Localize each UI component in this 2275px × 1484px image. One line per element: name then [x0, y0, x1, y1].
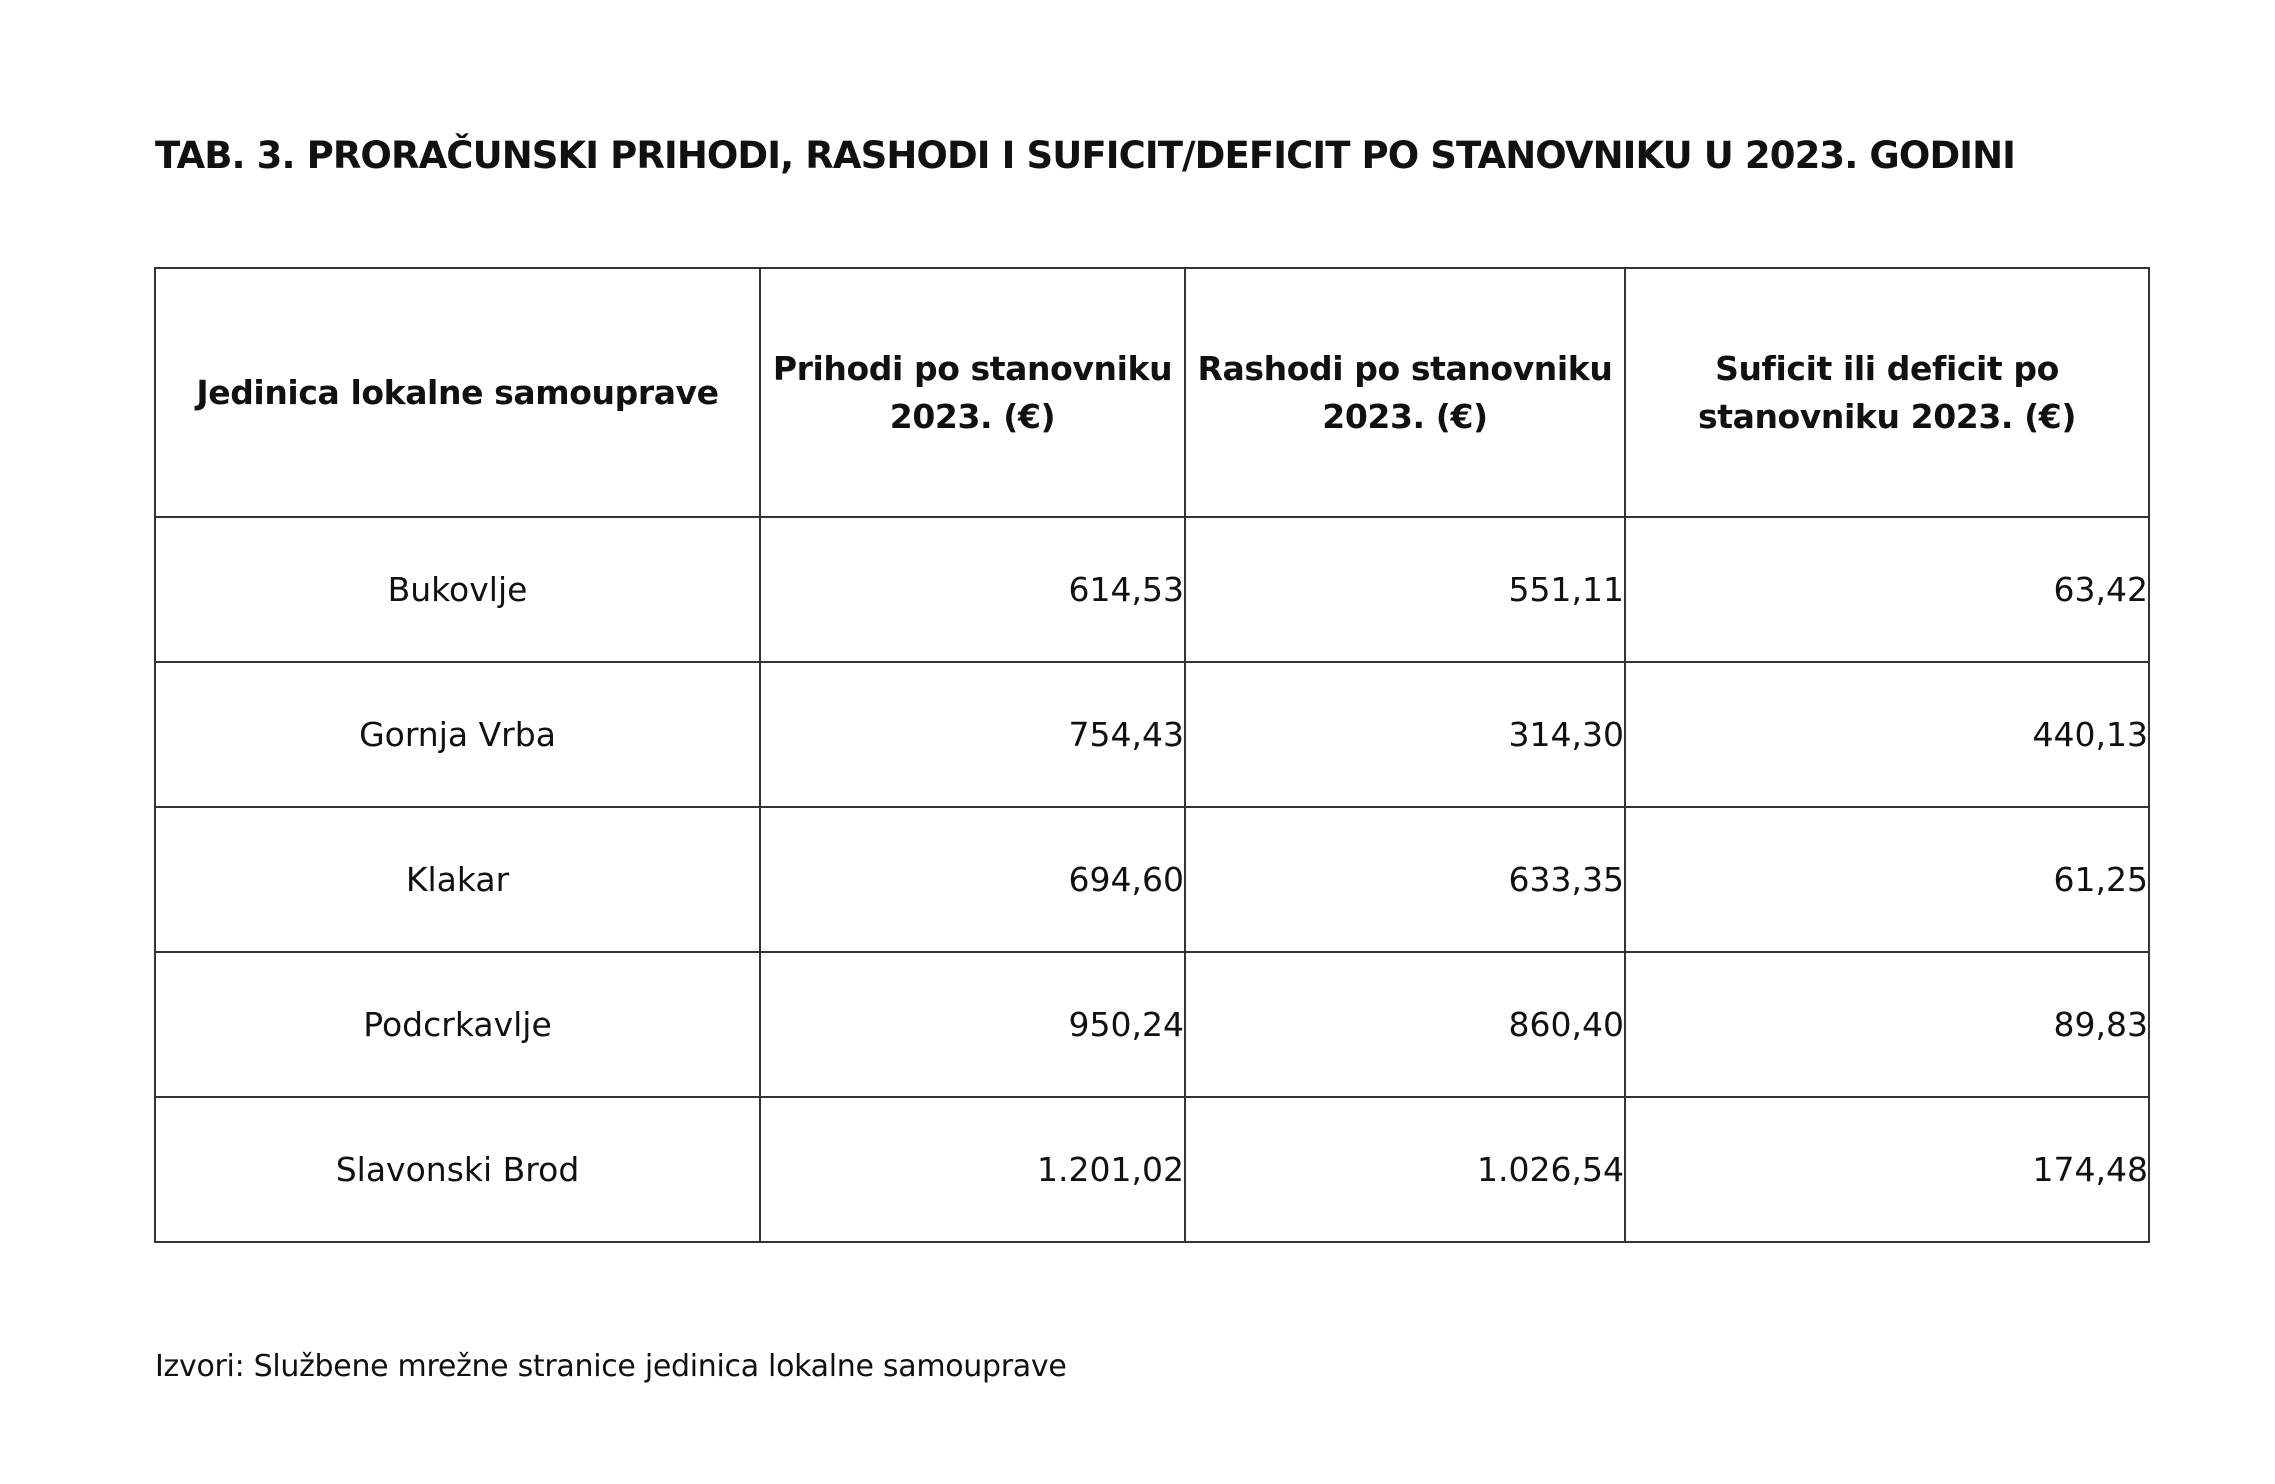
- municipality-cell: Gornja Vrba: [155, 662, 760, 807]
- header-surplus-deficit: Suficit ili deficit po stanovniku 2023. (€): [1625, 268, 2149, 517]
- table-body: [155, 517, 2149, 1242]
- table-title: TAB. 3. PRORAČUNSKI PRIHODI, RASHODI I SUFICIT/DEFICIT PO STANOVNIKU U 2023. GODINI: [155, 134, 2016, 177]
- surplus-deficit-cell: 61,25: [1625, 807, 2149, 952]
- header-municipality: Jedinica lokalne samouprave: [155, 268, 760, 517]
- table-row: [155, 807, 2149, 952]
- municipality-cell: Slavonski Brod: [155, 1097, 760, 1242]
- expenditure-cell: 314,30: [1185, 662, 1625, 807]
- surplus-deficit-cell: 174,48: [1625, 1097, 2149, 1242]
- header-revenue: Prihodi po stanovniku 2023. (€): [760, 268, 1185, 517]
- table-row: [155, 662, 2149, 807]
- surplus-deficit-cell: 89,83: [1625, 952, 2149, 1097]
- expenditure-cell: 1.026,54: [1185, 1097, 1625, 1242]
- surplus-deficit-cell: 63,42: [1625, 517, 2149, 662]
- municipality-cell: Klakar: [155, 807, 760, 952]
- revenue-cell: 614,53: [760, 517, 1185, 662]
- revenue-cell: 950,24: [760, 952, 1185, 1097]
- header-expenditure: Rashodi po stanovniku 2023. (€): [1185, 268, 1625, 517]
- surplus-deficit-cell: 440,13: [1625, 662, 2149, 807]
- revenue-cell: 694,60: [760, 807, 1185, 952]
- expenditure-cell: 633,35: [1185, 807, 1625, 952]
- table-row: [155, 952, 2149, 1097]
- table-header: [155, 268, 2149, 517]
- revenue-cell: 1.201,02: [760, 1097, 1185, 1242]
- expenditure-cell: 551,11: [1185, 517, 1625, 662]
- municipality-cell: Bukovlje: [155, 517, 760, 662]
- table-row: [155, 517, 2149, 662]
- municipality-cell: Podcrkavlje: [155, 952, 760, 1097]
- source-note: Izvori: Službene mrežne stranice jedinica lokalne samouprave: [155, 1349, 1067, 1384]
- header-row: [155, 268, 2149, 517]
- revenue-cell: 754,43: [760, 662, 1185, 807]
- table-row: [155, 1097, 2149, 1242]
- expenditure-cell: 860,40: [1185, 952, 1625, 1097]
- budget-table: [154, 267, 2150, 1243]
